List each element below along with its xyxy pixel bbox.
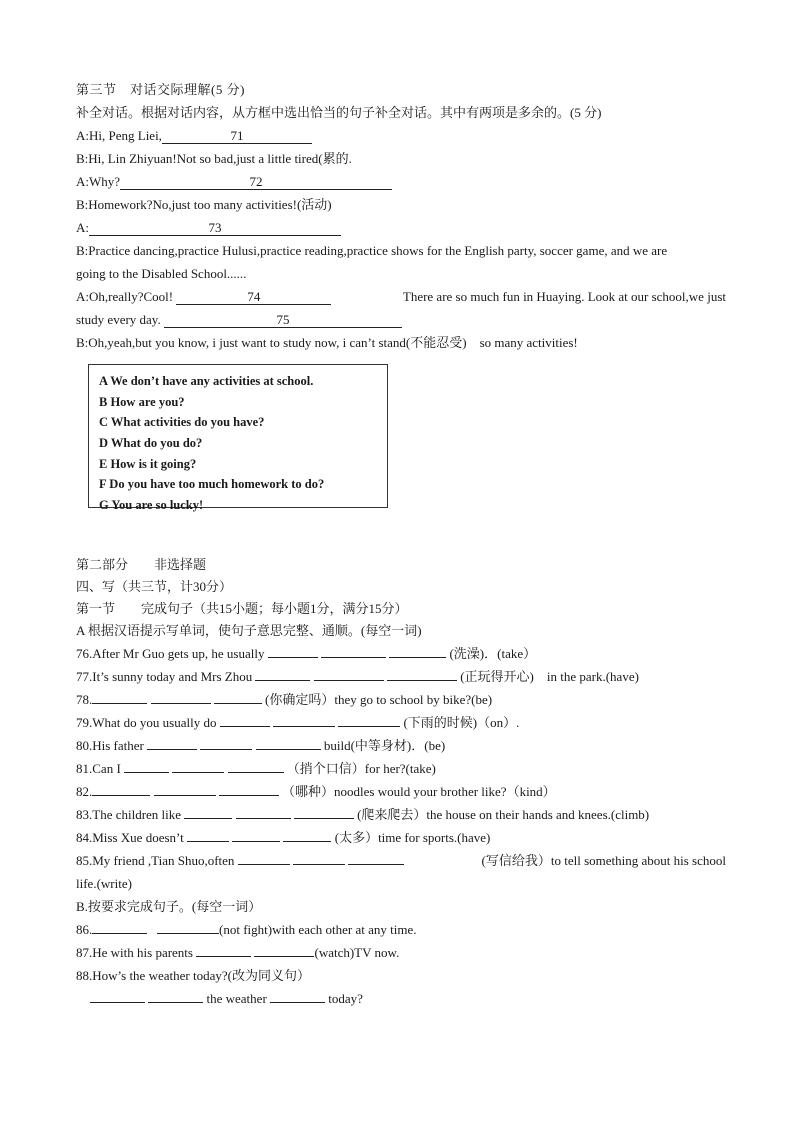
question-text: 82. <box>76 784 93 799</box>
question-text: 79.What do you usually do <box>76 715 217 730</box>
answer-blank[interactable] <box>270 988 325 1003</box>
question-79 <box>76 711 726 734</box>
dialogue-text: A: <box>76 220 89 235</box>
section-heading: 第三节 对话交际理解(5 分) <box>76 82 245 97</box>
answer-blank[interactable] <box>219 781 279 796</box>
answer-blank[interactable] <box>147 735 197 750</box>
answer-blank[interactable] <box>200 735 252 750</box>
dialogue-line <box>76 124 726 147</box>
answer-blank[interactable] <box>293 850 345 865</box>
options-box <box>88 364 388 513</box>
option-item: A We don’t have any activities at school. <box>99 374 314 388</box>
dialogue-text: study every day. <box>76 312 161 327</box>
part-heading: 第二部分 非选择题 <box>76 557 207 572</box>
question-text: 81.Can I <box>76 761 121 776</box>
question-hint: build(中等身材)．(be) <box>323 738 446 753</box>
question-text: 76.After Mr Guo gets up, he usually <box>76 646 265 661</box>
answer-blank[interactable] <box>283 827 331 842</box>
question-84 <box>76 826 726 849</box>
dialogue-text: A:Why? <box>76 174 121 189</box>
answer-blank[interactable] <box>92 919 147 934</box>
answer-blank[interactable] <box>92 781 150 796</box>
answer-blank[interactable] <box>268 643 318 658</box>
answer-blank[interactable] <box>338 712 400 727</box>
option-item: D What do you do? <box>99 436 203 451</box>
answer-blank[interactable] <box>236 804 291 819</box>
answer-blank-74[interactable]: 74 <box>176 289 331 305</box>
dialogue-text: There are so much fun in Huaying. Look at our school,we just <box>402 289 726 304</box>
answer-blank[interactable] <box>294 804 354 819</box>
answer-blank[interactable] <box>151 689 211 704</box>
answer-blank[interactable] <box>92 689 147 704</box>
question-hint: (太多）time for sports.(have) <box>334 830 491 845</box>
dialogue-text: A:Hi, Peng Liei, <box>76 128 162 143</box>
answer-blank[interactable] <box>232 827 280 842</box>
question-text: the weather <box>206 991 267 1006</box>
section-instruction: A 根据汉语提示写单词，使句子意思完整、通顺。(每空一词) <box>76 623 422 638</box>
question-text: 87.He with his parents <box>76 945 193 960</box>
dialogue-line <box>76 170 726 193</box>
dialogue-text: A:Oh,really?Cool! <box>76 289 174 304</box>
question-hint: （哪种）noodles would your brother like?（kind） <box>282 784 556 799</box>
worksheet-page <box>76 78 726 1010</box>
question-hint: (你确定吗）they go to school by bike?(be) <box>265 692 493 707</box>
question-80 <box>76 734 726 757</box>
question-text: 85.My friend ,Tian Shuo,often <box>76 853 235 868</box>
question-87 <box>76 941 726 964</box>
answer-blank[interactable] <box>348 850 404 865</box>
dialogue-line: B:Oh,yeah,but you know, i just want to study now, i can’t stand(不能忍受) so many activities! <box>76 335 578 350</box>
answer-blank[interactable] <box>154 781 216 796</box>
question-83 <box>76 803 726 826</box>
answer-blank-72[interactable]: 72 <box>120 174 392 190</box>
answer-blank[interactable] <box>387 666 457 681</box>
answer-blank-73[interactable]: 73 <box>89 220 341 236</box>
answer-blank[interactable] <box>220 712 270 727</box>
dialogue-line <box>76 308 726 331</box>
dialogue-line <box>76 285 726 308</box>
question-85-cont: life.(write) <box>76 876 132 891</box>
answer-blank[interactable] <box>389 643 446 658</box>
dialogue-line: B:Hi, Lin Zhiyuan!Not so bad,just a little tired(累的. <box>76 151 352 166</box>
answer-blank[interactable] <box>187 827 229 842</box>
question-88: 88.How’s the weather today?(改为同义句） <box>76 968 310 983</box>
question-hint: (not fight)with each other at any time. <box>219 922 417 937</box>
question-text: today? <box>328 991 363 1006</box>
answer-blank[interactable] <box>321 643 386 658</box>
answer-blank-75[interactable]: 75 <box>164 312 402 328</box>
answer-blank[interactable] <box>196 942 251 957</box>
instruction-text: 补全对话。根据对话内容，从方框中选出恰当的句子补全对话。其中有两项是多余的。(5 分) <box>76 105 602 120</box>
dialogue-line <box>76 216 726 239</box>
writing-section <box>76 554 726 1010</box>
option-item: F Do you have too much homework to do? <box>99 477 325 492</box>
question-hint: (洗澡)．(take） <box>449 646 537 661</box>
answer-blank[interactable] <box>157 919 219 934</box>
option-item: E How is it going? <box>99 456 197 471</box>
answer-blank[interactable] <box>184 804 232 819</box>
question-text: 86. <box>76 922 93 937</box>
dialogue-line: going to the Disabled School...... <box>76 266 247 281</box>
answer-blank-71[interactable]: 71 <box>162 128 312 144</box>
question-hint: (正玩得开心) in the park.(have) <box>460 669 639 684</box>
question-88-answer <box>76 987 726 1010</box>
question-77 <box>76 665 726 688</box>
question-86 <box>76 918 726 941</box>
answer-blank[interactable] <box>172 758 224 773</box>
answer-blank[interactable] <box>214 689 262 704</box>
dialogue-line: B:Homework?No,just too many activities!(活动) <box>76 197 332 212</box>
answer-blank[interactable] <box>124 758 169 773</box>
option-item: C What activities do you have? <box>99 415 265 430</box>
answer-blank[interactable] <box>254 942 314 957</box>
question-76 <box>76 642 726 665</box>
section-instruction: B.按要求完成句子。(每空一词） <box>76 899 262 914</box>
answer-blank[interactable] <box>228 758 284 773</box>
question-hint: (下雨的时候)（on）. <box>403 715 520 730</box>
answer-blank[interactable] <box>273 712 335 727</box>
question-81 <box>76 757 726 780</box>
question-85 <box>76 849 726 872</box>
question-text: 78. <box>76 692 93 707</box>
answer-blank[interactable] <box>148 988 203 1003</box>
answer-blank[interactable] <box>238 850 290 865</box>
option-item: B How are you? <box>99 394 185 409</box>
question-text: 83.The children like <box>76 807 182 822</box>
answer-blank[interactable] <box>314 666 384 681</box>
question-text: 77.It’s sunny today and Mrs Zhou <box>76 669 253 684</box>
answer-blank[interactable] <box>255 666 310 681</box>
question-hint: (watch)TV now. <box>314 945 400 960</box>
question-text: 80.His father <box>76 738 144 753</box>
question-78 <box>76 688 726 711</box>
section-heading: 第一节 完成句子（共15小题；每小题1分，满分15分） <box>76 601 408 616</box>
answer-blank[interactable] <box>90 988 145 1003</box>
question-82 <box>76 780 726 803</box>
option-item: G You are so lucky! <box>99 498 204 513</box>
question-text: 84.Miss Xue doesn’t <box>76 830 184 845</box>
question-hint: （捎个口信）for her?(take) <box>286 761 436 776</box>
question-hint: (写信给我）to tell something about his school <box>481 853 726 868</box>
question-hint: (爬来爬去）the house on their hands and knees.(climb) <box>357 807 650 822</box>
part-subheading: 四、写（共三节，计30分） <box>76 579 233 594</box>
dialogue-line: B:Practice dancing,practice Hulusi,practice reading,practice shows for the English party, soccer game, and we are <box>76 243 668 258</box>
answer-blank[interactable] <box>256 735 321 750</box>
